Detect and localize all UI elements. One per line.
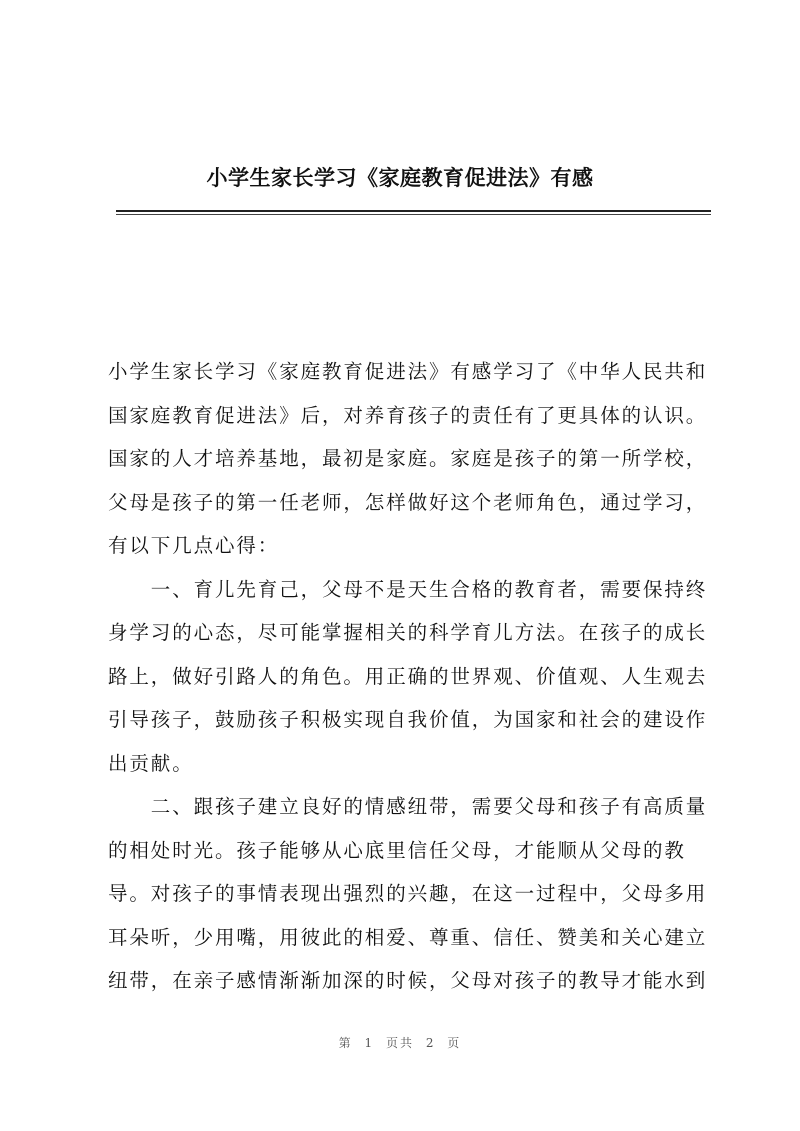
footer-prefix: 第 xyxy=(338,1036,353,1050)
title-underline-thin xyxy=(116,214,711,215)
text-line: 的相处时光。孩子能够从心底里信任父母，才能顺从父母的教 xyxy=(108,838,686,862)
text-line: 二、跟孩子建立良好的情感纽带，需要父母和孩子有高质量 xyxy=(108,795,708,818)
footer-current-page: 1 xyxy=(364,1036,375,1050)
text-line: 出贡献。 xyxy=(108,751,194,775)
text-line: 国家的人才培养基地，最初是家庭。家庭是孩子的第一所学校， xyxy=(108,447,708,470)
page-footer xyxy=(0,1034,800,1051)
text-line: 纽带，在亲子感情渐渐加深的时候，父母对孩子的教导才能水到 xyxy=(108,969,708,992)
text-line: 路上，做好引路人的角色。用正确的世界观、价值观、人生观去 xyxy=(108,664,708,688)
text-line: 导。对孩子的事情表现出强烈的兴趣，在这一过程中，父母多用 xyxy=(108,882,708,905)
document-body xyxy=(108,350,712,1003)
text-line: 有以下几点心得： xyxy=(108,534,280,557)
text-line: 引导孩子，鼓励孩子积极实现自我价值，为国家和社会的建设作 xyxy=(108,708,708,731)
text-line: 身学习的心态，尽可能掌握相关的科学育儿方法。在孩子的成长 xyxy=(108,621,708,644)
text-line: 父母是孩子的第一任老师，怎样做好这个老师角色，通过学习， xyxy=(108,490,708,514)
footer-suffix: 页 xyxy=(447,1036,462,1050)
text-line: 国家庭教育促进法》后，对养育孩子的责任有了更具体的认识。 xyxy=(108,403,708,427)
text-line: 小学生家长学习《家庭教育促进法》有感学习了《中华人民共和 xyxy=(108,360,708,383)
text-line: 一、育儿先育己，父母不是天生合格的教育者，需要保持终 xyxy=(108,577,708,601)
document-title: 小学生家长学习《家庭教育促进法》有感 xyxy=(206,165,594,190)
footer-middle: 页共 xyxy=(385,1036,414,1050)
title-underline-thick xyxy=(116,210,711,212)
text-line: 耳朵听，少用嘴，用彼此的相爱、尊重、信任、赞美和关心建立 xyxy=(108,925,708,949)
footer-total-pages: 2 xyxy=(425,1036,436,1050)
